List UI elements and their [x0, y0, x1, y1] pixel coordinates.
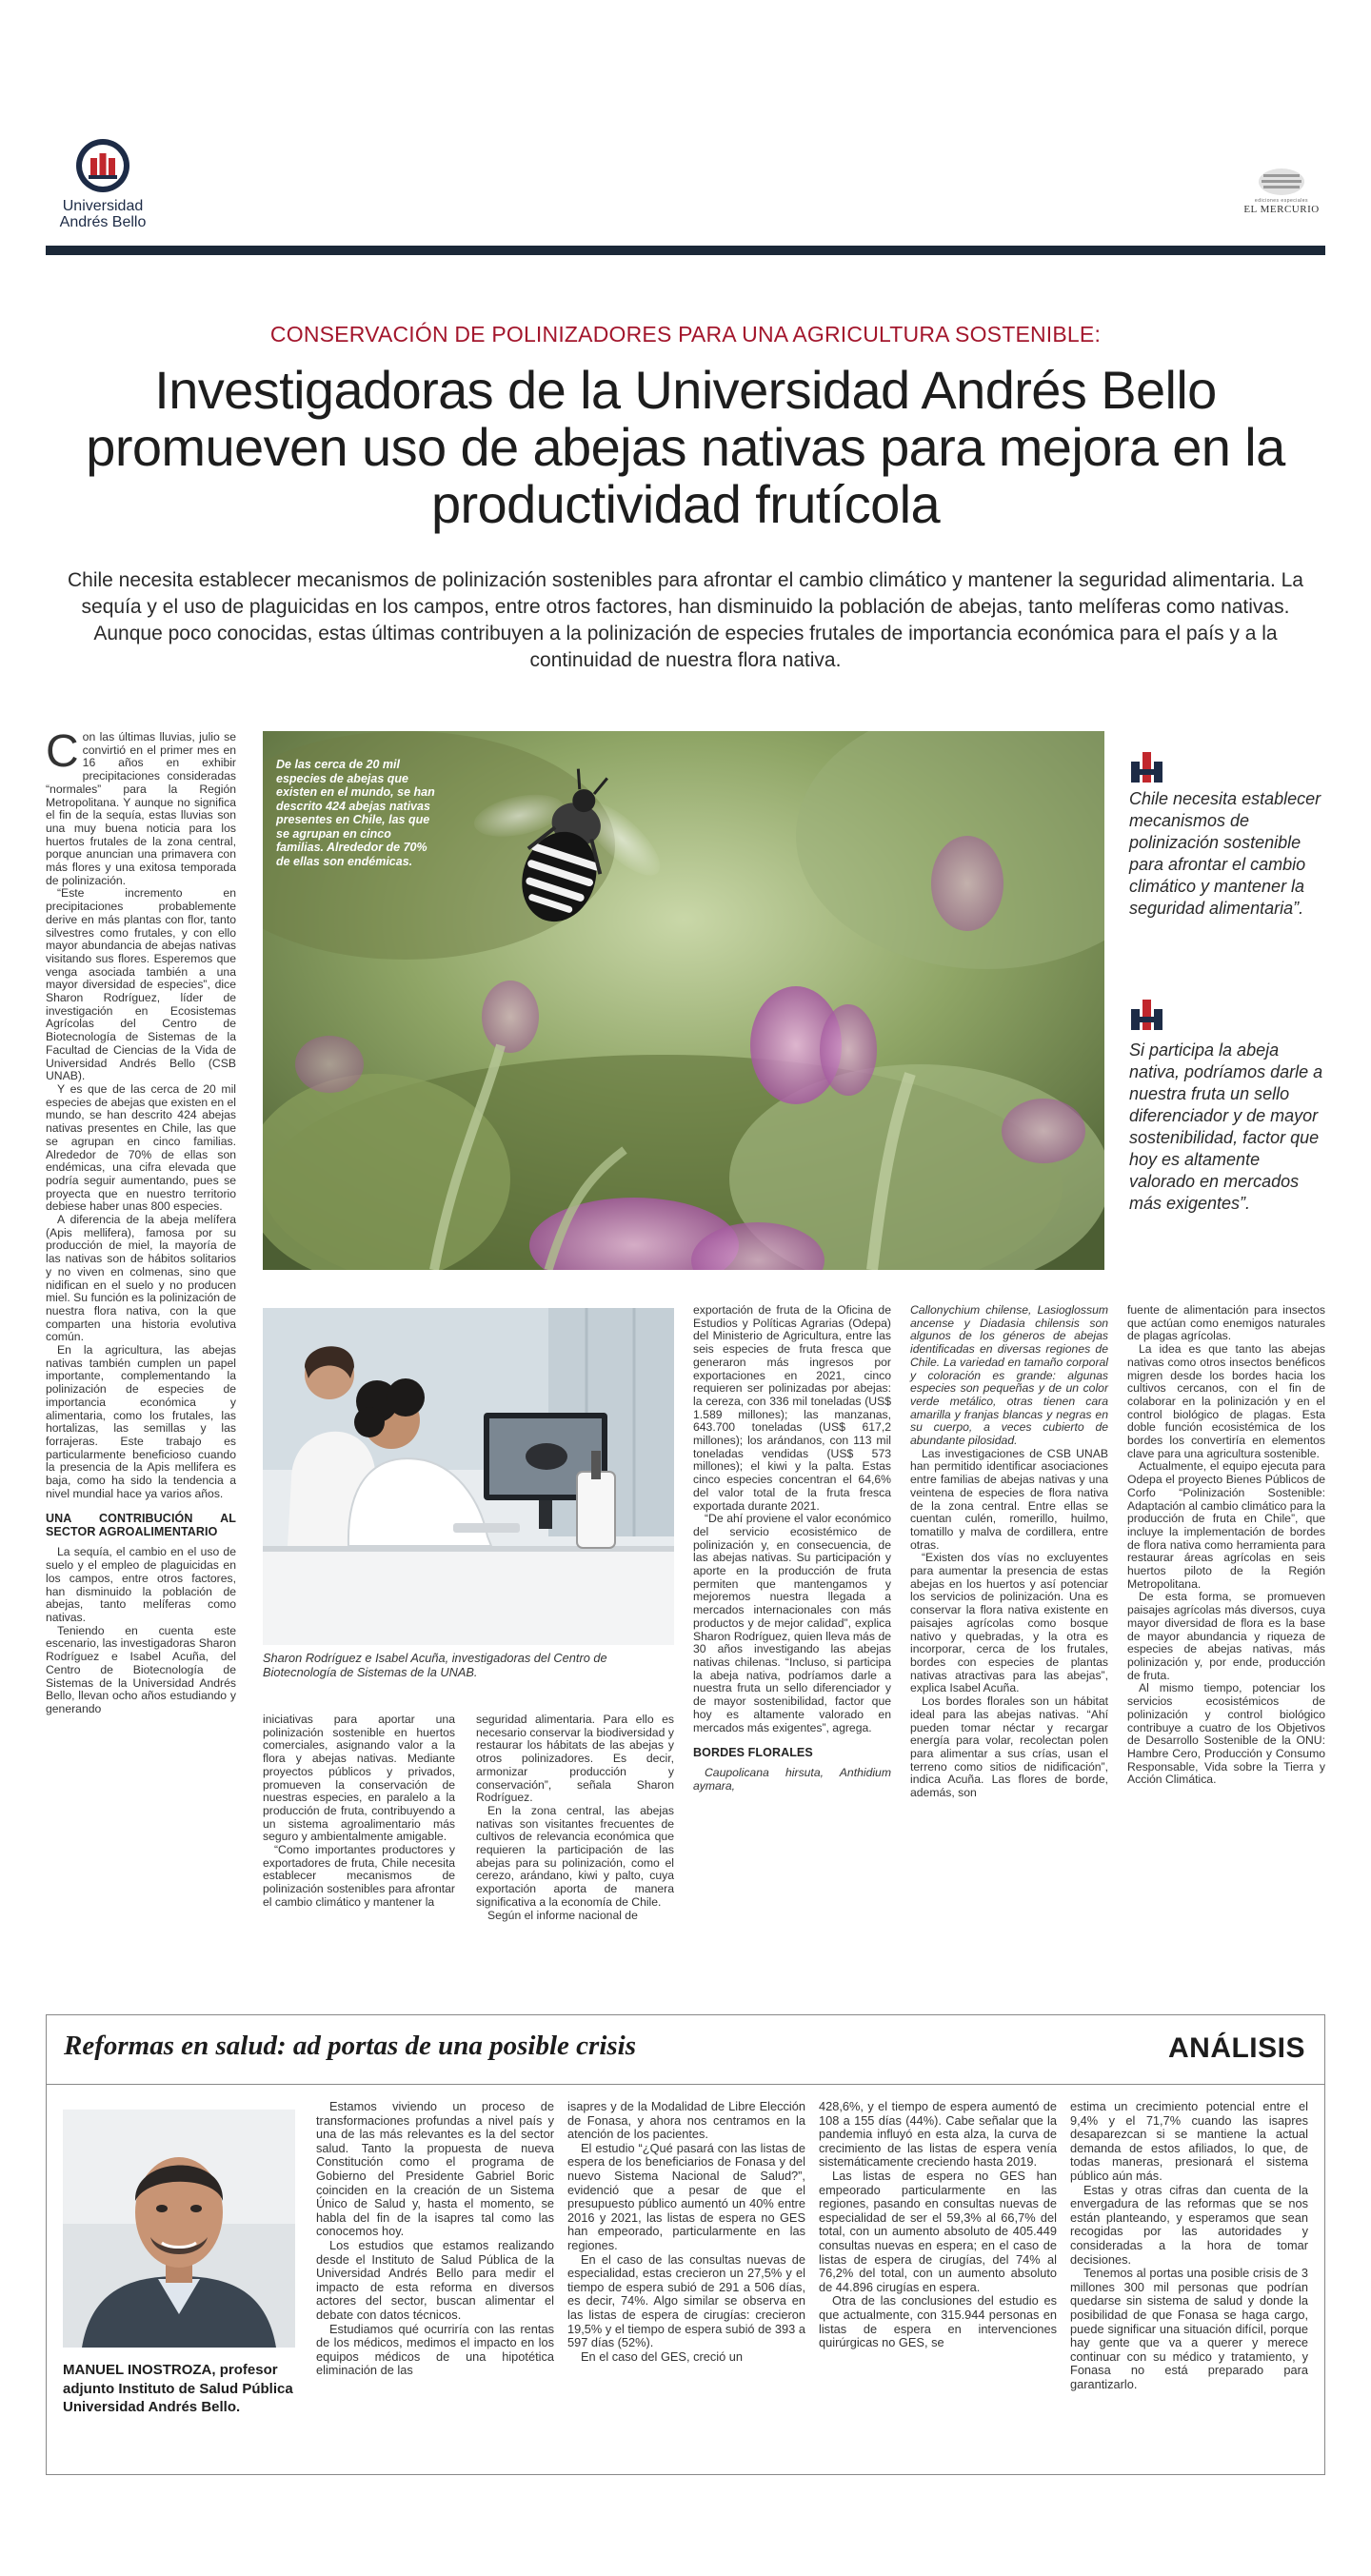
paragraph: Los bordes florales son un hábitat ideal para las abejas nativas. “Ahí pueden tomar néctar y recargar energía para volar, recolectan polen para alimentar a sus crías, usan el terreno como sitios de nidificación”, indica Acuña. Las flores de borde, además, son [910, 1694, 1108, 1800]
researchers-photo [263, 1308, 674, 1645]
quote-mark-icon [1129, 748, 1165, 784]
analysis-tag: ANÁLISIS [1167, 2032, 1305, 2064]
newspaper-logo [1226, 166, 1337, 215]
author-caption: MANUEL INOSTROZA, profesor adjunto Instituto de Salud Pública Universidad Andrés Bello. [63, 2362, 293, 2415]
researchers-photo-caption: Sharon Rodríguez e Isabel Acuña, investigadoras del Centro de Biotecnología de Sistemas de la UNAB. [263, 1651, 607, 1679]
article-column-4 [693, 1304, 891, 1793]
paragraph: Al mismo tiempo, potenciar los servicios ecosistémicos de polinización y control biológico contribuye a cuatro de los Objetivos de Desarrollo Sostenible de la ONU: Hambre Cero, Producción y Consumo Responsable, Vida sobre la Tierra y Acción Climática. [1127, 1681, 1325, 1787]
dropcap: C [46, 726, 79, 777]
analysis-rule [47, 2084, 1324, 2085]
paragraph: Estas y otras cifras dan cuenta de la envergadura de las reformas que se nos están planteando, y esperamos que sean recogidas por las autoridades y consideradas a la hora de tomar decisiones. [1070, 2182, 1308, 2267]
article-headline: Investigadoras de la Universidad Andrés Bello promueven uso de abejas nativas para mejora en la productividad frutícola [86, 360, 1285, 534]
paragraph: seguridad alimentaria. Para ello es necesario conservar la biodiversidad y restaurar los hábitats de las abejas y otros polinizadores. Es decir, armonizar producción y conservación”, señala Sharon Rodríguez. [476, 1713, 674, 1805]
paragraph: Callonychium chilense, Lasioglossum ancense y Diadasia chilensis son algunos de los géneros de abejas identificadas en diversas regiones de Chile. La variedad en tamaño corporal y coloración es grande: algunas especies son pequeñas y de un color verde metálico, otras tienen cara amarilla y franjas blancas y negras en su cuerpo, a veces cubierto de abundante pilosidad. [910, 1303, 1108, 1448]
paragraph: “De ahí proviene el valor económico del servicio ecosistémico de polinización y, en consecuencia, de las abejas nativas. Su participación y aporte en la producción de fruta permiten que mantengamos y mejoremos nuestra llegada a mercados internacionales con más productos y de mejor calidad”, explica Sharon Rodríguez, quien lleva más de 30 años investigando las abejas nativas chilenas. “Incluso, si participa la abeja nativa, podríamos darle a nuestra fruta un sello diferenciador y de mayor sostenibilidad, factor que hoy es altamente valorado en mercados más exigentes”, agrega. [693, 1512, 891, 1734]
university-logo [46, 137, 160, 230]
paragraph: isapres y de la Modalidad de Libre Elección de Fonasa, y ahora nos centramos en la atención de los pacientes. [567, 2099, 805, 2142]
university-name: Universidad Andrés Bello [59, 198, 147, 230]
analysis-title: Reformas en salud: ad portas de una posible crisis [64, 2031, 636, 2061]
paragraph: El estudio “¿Qué pasará con las listas de espera de los beneficiarios de Fonasa y del nuevo Sistema Nacional de Salud?”, evidenció que a pesar de que el presupuesto público aumentó un 40% entre 2016 y 2021, las listas de espera no GES han empeorado, particularmente en las regiones. [567, 2140, 805, 2252]
paragraph: La idea es que tanto las abejas nativas como otros insectos benéficos migren desde los bordes hacia los cultivos cercanos, con el fin de colaborar en la polinización y en el control biológico de plagas. Esta doble función ecosistémica de los bordes los convertiría en elementos clave para una agricultura sostenible. [1127, 1342, 1325, 1460]
bee-photo-caption: De las cerca de 20 mil especies de abejas que existen en el mundo, se han descrito 424 abejas nativas presentes en Chile, las que se agrupan en cinco familias. Alrededor de 70% de ellas son endémicas. [276, 758, 435, 868]
newspaper-name: EL MERCURIO [1243, 204, 1320, 215]
section-heading: BORDES FLORALES [693, 1746, 813, 1760]
paragraph: fuente de alimentación para insectos que actúan como enemigos naturales de plagas agrícolas. [1127, 1303, 1325, 1343]
paragraph: En el caso de las consultas nuevas de especialidad, estas crecieron un 27,5% y el tiempo de espera subió de 291 a 506 días, es decir, 74%. Algo similar se observa en las listas de espera de cirugías: crecieron 19,5% y el tiempo de espera subió de 393 a 597 días (52%). [567, 2251, 805, 2350]
paragraph: En la agricultura, las abejas nativas también cumplen un papel importante, complementando la polinización de especies de importancia económica y alimentaria, como los frutales, las hortalizas, las semillas y las forrajeras. Este trabajo es particularmente beneficioso cuando la presencia de la Apis mellifera es baja, como ha sido la tendencia a nivel mundial hace ya varios años. [46, 1343, 236, 1500]
paragraph: Las investigaciones de CSB UNAB han permitido identificar asociaciones entre familias de abejas nativas y una veintena de especies de flora nativa de la zona central. Entre ellas se cuentan culén, romerillo, huilmo, tomatillo y malva de cordillera, entre otras. [910, 1446, 1108, 1552]
paragraph: La sequía, el cambio en el uso de suelo y el empleo de plaguicidas en los campos, entre otros factores, han disminuido la población de abejas, tanto melíferas como nativas. [46, 1545, 236, 1624]
newspaper-emblem-icon [1256, 166, 1307, 198]
analysis-column-1 [316, 2100, 554, 2378]
paragraph: En la zona central, las abejas nativas son visitantes frecuentes de cultivos de relevancia económica que requieren la participación de las abejas para su polinización, como el cerezo, arándano, kiwi y palto, cuya exportación aporta de manera significativa a la economía de Chile. [476, 1803, 674, 1909]
paragraph: En el caso del GES, creció un [581, 2348, 744, 2364]
lab-illustration [263, 1308, 674, 1645]
bee-photo [263, 731, 1104, 1270]
article-column-2 [263, 1714, 455, 1910]
paragraph: Y es que de las cerca de 20 mil especies de abejas que existen en el mundo, se han descrito 424 abejas nativas presentes en Chile, las que se agrupan en cinco familias. Alrededor de 70% de ellas son endémicas, una cifra elevada que podría seguir aumentando, pues se proyecta que en nuestro territorio debiese haber unas 800 especies. [46, 1081, 236, 1214]
article-column-6 [1127, 1304, 1325, 1787]
paragraph: “Este incremento en precipitaciones probablemente derive en más plantas con flor, tanto silvestres como frutales, y con ello mayor abundancia de abejas nativas visitando sus flores. Esperemos que venga asociada también a una mayor diversidad de especies”, dice Sharon Rodríguez, líder de investigación en Ecosistemas Agrícolas del Centro de Biotecnología de Sistemas de la Facultad de Ciencias de la Vida de Universidad Andrés Bello (CSB UNAB). [46, 886, 236, 1083]
article-column-3 [476, 1714, 674, 1922]
header-rule [46, 246, 1325, 255]
analysis-column-3 [819, 2100, 1057, 2350]
article-column-1 [46, 726, 236, 1716]
pull-quote-1: Chile necesita establecer mecanismos de polinización sostenible para afrontar el cambio climático y mantener la seguridad alimentaria”. [1129, 789, 1321, 918]
paragraph: 428,6%, y el tiempo de espera aumentó de 108 a 155 días (44%). Cabe señalar que la pandemia influyó en esta alza, la curva de crecimiento de las listas de espera venía sistemáticamente creciendo hasta 2019. [819, 2099, 1057, 2170]
paragraph: estima un crecimiento potencial entre el 9,4% y el 71,7% cuando las isapres desaparezcan si se mantiene la actual demanda de estos afiliados, lo que, de todas maneras, presionará el sistema público aún más. [1070, 2099, 1308, 2183]
quote-mark-icon [1129, 996, 1165, 1032]
paragraph: Estudiamos qué ocurriría con las rentas de los médicos, medimos el impacto en los equipos médicos de una hipotética eliminación de las [316, 2321, 554, 2378]
paragraph: “Como importantes productores y exportadores de fruta, Chile necesita establecer mecanismos de polinización sostenibles para afrontar el cambio climático y mantener la [263, 1843, 455, 1909]
paragraph: on las últimas lluvias, julio se convirtió en el primer mes en 16 años en exhibir precipitaciones consideradas “normales” para la Región Metropolitana. Y aunque no significa el fin de la sequía, estas lluvias son una muy buena noticia para los huertos frutales de la zona central, porque anuncian una primavera con más flores y una exitosa temporada de polinización. [46, 730, 236, 887]
paragraph: “Existen dos vías no excluyentes para aumentar la presencia de estas abejas en los huertos y así potenciar los servicios de polinización. Una es conservar la flora nativa existente en paisajes agrícolas como bosque nativo y quebradas, y la otra es incorporar, cerca de los frutales, bordes con especies de plantas nativas atractivas para las abejas”, explica Isabel Acuña. [910, 1551, 1108, 1695]
author-portrait [63, 2110, 295, 2348]
paragraph: Según el informe nacional de [487, 1908, 638, 1922]
paragraph: A diferencia de la abeja melífera (Apis mellifera), famosa por su producción de miel, la mayoría de las nativas son de hábitos solitarios y no viven en colmenas, sino que nidifican en el suelo y no producen miel. Su función es la polinización de nuestra flora nativa, con la que comparten una historia evolutiva común. [46, 1213, 236, 1344]
section-heading: UNA CONTRIBUCIÓN AL SECTOR AGROALIMENTARIO [46, 1512, 236, 1539]
article-kicker: CONSERVACIÓN DE POLINIZADORES PARA UNA AGRICULTURA SOSTENIBLE: [269, 322, 1102, 347]
paragraph: Tenemos al portas una posible crisis de 3 millones 300 mil personas que podrían quedarse sin sistema de salud y donde la posibilidad de que Fonasa se haga cargo, puede significar una situación difícil, porque hay gente que va a querer y merece continuar con su médico y tratamiento, y Fonasa no está preparado para garantizarlo. [1070, 2266, 1308, 2391]
article-column-5 [910, 1304, 1108, 1800]
paragraph: Teniendo en cuenta este escenario, las investigadoras Sharon Rodríguez e Isabel Acuña, del Centro de Biotecnología de Sistemas de la Universidad Andrés Bello, llevan ocho años estudiando y generando [46, 1623, 236, 1715]
paragraph: exportación de fruta de la Oficina de Estudios y Políticas Agrarias (Odepa) del Ministerio de Agricultura, entre las seis especies de fruta fresca que generaron más ingresos por exportaciones en 2021, cinco requieren ser polinizadas por abejas: la cereza, con 336 mil toneladas (US$ 1.589 millones); las manzanas, 643.700 toneladas (US$ 617,2 millones); los arándanos, con 113 mil toneladas vendidas (US$ 573 millones); el kiwi y la palta. Estas cinco especies concentran el 64,6% del valor total de la fruta fresca exportada durante 2021. [693, 1303, 891, 1513]
paragraph: Los estudios que estamos realizando desde el Instituto de Salud Pública de la Universidad Andrés Bello para medir el impacto de esta reforma en diversos actores del sector, buscan alimentar el debate con datos técnicos. [316, 2237, 554, 2322]
author-photo [63, 2110, 295, 2348]
newspaper-supplement: ediciones especiales [1254, 198, 1309, 204]
university-crest-icon [74, 137, 131, 194]
article-lede: Chile necesita establecer mecanismos de polinización sostenibles para afrontar el cambio climático y mantener la seguridad alimentaria. La sequía y el uso de plaguicidas en los campos, entre otros factores, han disminuido la población de abejas, tanto melíferas como nativas. Aunque poco conocidas, estas últimas contribuyen a la polinización de especies frutales de importancia económica para el país y a la continuidad de nuestra flora nativa. [67, 569, 1303, 671]
analysis-column-4 [1070, 2100, 1308, 2391]
paragraph: Actualmente, el equipo ejecuta para Odepa el proyecto Bienes Públicos de Corfo “Polinización Sostenible: Adaptación al cambio climático para la producción de fruta en Chile”, que incluye la implementación de bordes de flora nativa como herramienta para restaurar áreas agrícolas en seis huertos piloto de la Región Metropolitana. [1127, 1459, 1325, 1591]
pull-quote-2: Si participa la abeja nativa, podríamos darle a nuestra fruta un sello diferenciador y de mayor sostenibilidad, factor que hoy es altamente valorado en mercados más exigentes”. [1129, 1040, 1323, 1213]
paragraph: Otra de las conclusiones del estudio es que actualmente, con 315.944 personas en listas de espera en intervenciones quirúrgicas no GES, se [819, 2293, 1057, 2350]
paragraph: De esta forma, se promueven paisajes agrícolas más diversos, cuya mayor diversidad de flora es la base de mayor abundancia y riqueza de especies de abejas nativas, más polinización y, por ende, producción de fruta. [1127, 1590, 1325, 1682]
analysis-column-2 [567, 2100, 805, 2364]
paragraph: Las listas de espera no GES han empeorado particularmente en las regiones, pasando en consultas nuevas de especialidad de ser el 59,3% al 66,7% del total, con un aumento absoluto de 405.449 consultas nuevas en espera; en el caso de listas de espera de cirugías, del 74% al 76,2% del total, con un aumento absoluto de 44.896 cirugías en espera. [819, 2168, 1057, 2294]
paragraph: iniciativas para aportar una polinización sostenible en huertos comerciales, asignando valor a la flora y abejas nativas. Mediante proyectos públicos y privados, promueven la conservación de nuestras especies, en paralelo a la producción de fruta, contribuyendo a un sistema agroalimentario más seguro y ambientalmente amigable. [263, 1713, 455, 1844]
paragraph: Estamos viviendo un proceso de transformaciones profundas a nivel país y una de las más relevantes es la del sector salud. Tanto la propuesta de nueva Constitución como el programa de Gobierno del Presidente Gabriel Boric coinciden en la creación de un Sistema Único de Salud y, hasta el momento, se habla del fin de la isapres tal como las conocemos hoy. [316, 2099, 554, 2239]
paragraph: Caupolicana hirsuta, Anthidium aymara, [693, 1766, 891, 1793]
